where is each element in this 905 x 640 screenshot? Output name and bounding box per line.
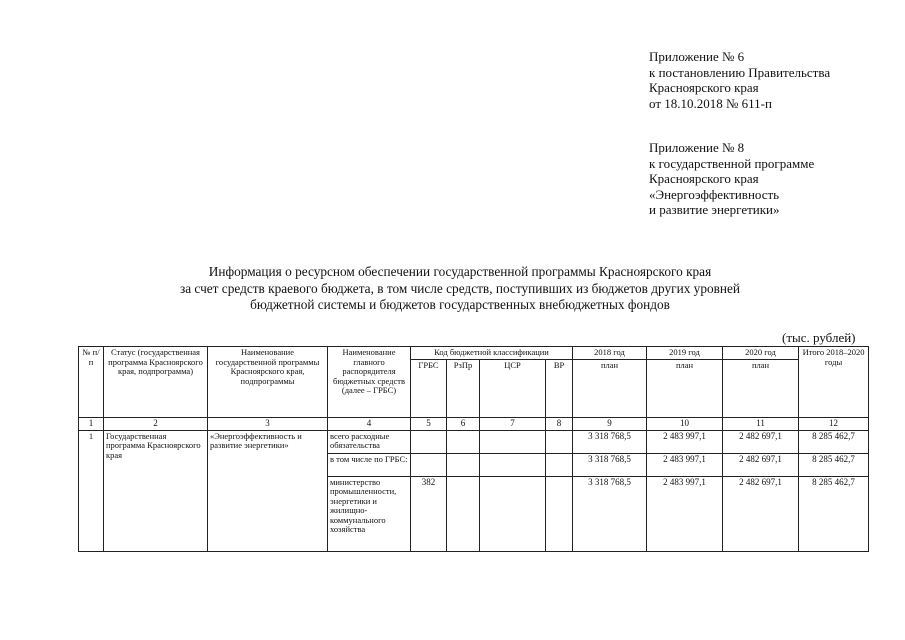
appendix-8-line1: Приложение № 8 <box>649 140 745 155</box>
row-line-rzpr <box>447 476 480 551</box>
column-number: 11 <box>723 418 799 431</box>
column-number: 9 <box>573 418 647 431</box>
header-grbs: ГРБС <box>411 360 447 418</box>
column-number: 5 <box>411 418 447 431</box>
header-plan-2020: план <box>723 360 799 418</box>
column-number: 2 <box>104 418 208 431</box>
row-program-name: «Энергоэффективность и развитие энергетики» <box>208 430 328 551</box>
header-2019: 2019 год <box>647 347 723 360</box>
title-line3: бюджетной системы и бюджетов государственных внебюджетных фондов <box>250 297 670 312</box>
row-line-2019: 2 483 997,1 <box>647 476 723 551</box>
row-line-vr <box>546 430 573 453</box>
appendix-8-line5: и развитие энергетики» <box>649 202 780 217</box>
column-number: 8 <box>546 418 573 431</box>
header-plan-2018: план <box>573 360 647 418</box>
appendix-8-line3: Красноярского края <box>649 171 759 186</box>
appendix-6-line4: от 18.10.2018 № 611-п <box>649 95 772 111</box>
appendix-8-block <box>649 140 814 218</box>
units-label: (тыс. рублей) <box>782 330 856 345</box>
column-number: 6 <box>447 418 480 431</box>
row-line-csr <box>480 476 546 551</box>
row-status: Государственная программа Красноярского края <box>104 430 208 551</box>
header-row <box>79 347 869 360</box>
row-line-rzpr <box>447 453 480 476</box>
header-rzpr: РзПр <box>447 360 480 418</box>
row-line-grbs <box>411 430 447 453</box>
row-line-total: 8 285 462,7 <box>799 476 869 551</box>
header-csr: ЦСР <box>480 360 546 418</box>
table-row <box>79 430 869 453</box>
column-number: 12 <box>799 418 869 431</box>
row-line-label: в том числе по ГРБС: <box>328 453 411 476</box>
column-number: 3 <box>208 418 328 431</box>
appendix-6-line2: к постановлению Правительства <box>649 64 831 80</box>
column-number: 1 <box>79 418 104 431</box>
header-code-group: Код бюджетной классификации <box>411 347 573 360</box>
column-number: 10 <box>647 418 723 431</box>
row-num: 1 <box>79 430 104 551</box>
header-total: Итого 2018–2020 годы <box>799 347 869 418</box>
header-plan-2019: план <box>647 360 723 418</box>
appendix-8-line2: к государственной программе <box>649 155 815 171</box>
header-program-name: Наименование государственной программы Красноярского края, подпрограммы <box>208 347 328 418</box>
document-title <box>120 264 800 314</box>
appendix-6-block <box>649 49 830 111</box>
column-number: 7 <box>480 418 546 431</box>
column-number-row <box>79 418 869 431</box>
row-line-2020: 2 482 697,1 <box>723 430 799 453</box>
row-line-csr <box>480 430 546 453</box>
row-line-rzpr <box>447 430 480 453</box>
header-vr: ВР <box>546 360 573 418</box>
row-line-2020: 2 482 697,1 <box>723 476 799 551</box>
header-grbs-name: Наименование главного распорядителя бюджетных средств (далее – ГРБС) <box>328 347 411 418</box>
row-line-csr <box>480 453 546 476</box>
column-number: 4 <box>328 418 411 431</box>
header-2020: 2020 год <box>723 347 799 360</box>
row-line-grbs <box>411 453 447 476</box>
row-line-label: всего расходные обязательства <box>328 430 411 453</box>
row-line-vr <box>546 476 573 551</box>
row-line-2019: 2 483 997,1 <box>647 430 723 453</box>
header-num: № п/п <box>79 347 104 418</box>
row-line-grbs: 382 <box>411 476 447 551</box>
title-line1: Информация о ресурсном обеспечении государственной программы Красноярского края <box>208 264 712 279</box>
row-line-total: 8 285 462,7 <box>799 453 869 476</box>
row-line-vr <box>546 453 573 476</box>
appendix-6-line1: Приложение № 6 <box>649 49 745 64</box>
budget-table <box>78 346 869 552</box>
header-status: Статус (государственная программа Красноярского края, подпрограмма) <box>104 347 208 418</box>
row-line-2019: 2 483 997,1 <box>647 453 723 476</box>
row-line-2018: 3 318 768,5 <box>573 476 647 551</box>
title-line2: за счет средств краевого бюджета, в том числе средств, поступивших из бюджетов других уровней <box>179 280 741 296</box>
row-line-2018: 3 318 768,5 <box>573 453 647 476</box>
row-line-2020: 2 482 697,1 <box>723 453 799 476</box>
row-line-label: министерство промышленности, энергетики и жилищно-коммунального хозяйства <box>328 476 411 551</box>
appendix-6-line3: Красноярского края <box>649 80 759 95</box>
appendix-8-line4: «Энергоэффективность <box>649 186 780 202</box>
row-line-total: 8 285 462,7 <box>799 430 869 453</box>
row-line-2018: 3 318 768,5 <box>573 430 647 453</box>
header-2018: 2018 год <box>573 347 647 360</box>
